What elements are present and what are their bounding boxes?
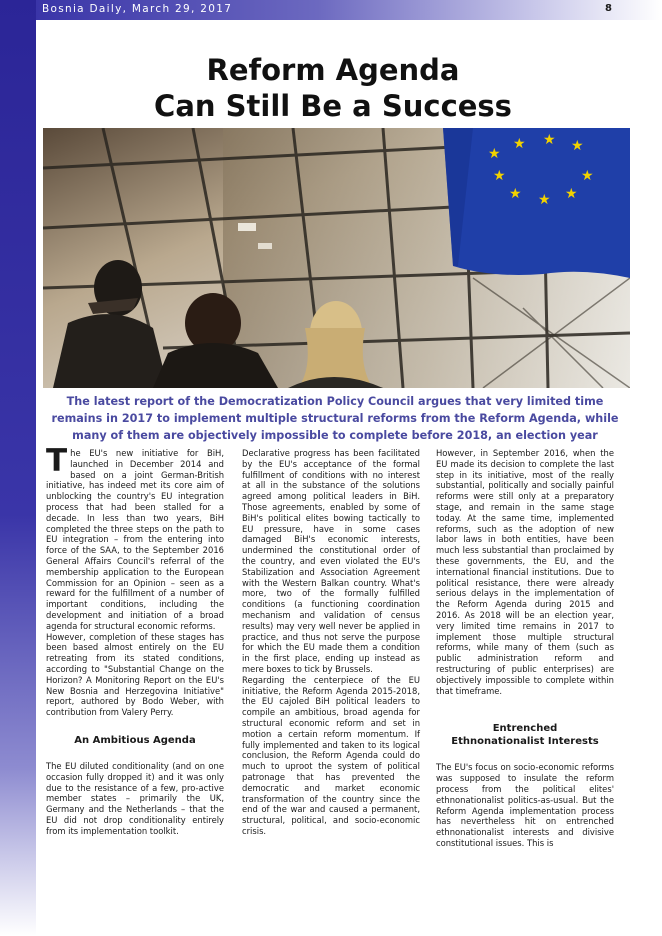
- article-column-3: [436, 448, 614, 849]
- headline-line-2: Can Still Be a Success: [154, 89, 512, 123]
- photo-caption: The latest report of the Democratization Policy Council argues that very limited time remains in 2017 to implement multiple structural reforms from the Reform Agenda, while many of them are objectively impossible to complete before 2018, an election year: [51, 395, 619, 442]
- article-photo: [43, 128, 630, 388]
- drop-cap: T: [46, 443, 68, 479]
- svg-text:★: ★: [571, 138, 584, 154]
- svg-text:★: ★: [488, 146, 501, 162]
- left-accent-bar: [0, 0, 36, 936]
- section-heading-line-1: Entrenched: [492, 723, 558, 735]
- article-paragraph: However, completion of these stages has been based almost entirely on the EU retreating from its stated conditions, according to "Substantial Change on the Horizon? A Monitoring Report on the EU's New Bosnia and Herzegovina Initiative" report, authored by Bodo Weber, with contribution from Valery Perry.: [46, 631, 224, 718]
- svg-text:★: ★: [538, 192, 551, 208]
- article-paragraph: The EU's focus on socio-economic reforms was supposed to insulate the reform process from the political elites' ethnonationalist politics-as-usual. But the Reform Agenda implementation process has nevertheless hit on entrenched ethnonationalist interests and divisive constitutional issues. This is: [436, 762, 614, 848]
- svg-text:★: ★: [493, 168, 506, 184]
- article-column-1: [46, 443, 224, 837]
- section-heading-line-2: Ethnonationalist Interests: [451, 736, 599, 748]
- section-heading: An Ambitious Agenda: [74, 734, 196, 746]
- article-column-2: [242, 448, 420, 837]
- svg-text:★: ★: [581, 168, 594, 184]
- article-paragraph: Declarative progress has been facilitated by the EU's acceptance of the formal fulfillment of conditions with no interest at all in the substance of the solutions agreed among political leaders in BiH. Those agreements, enabled by some of BiH's political elites bowing tactically to EU pressure, have in some cases damaged BiH's economic interests, undermined the constitutional order of the country, and even violated the EU's Stabilization and Association Agreement with the Western Balkan country. What's more, two of the formally fulfilled conditions (a functioning coordination mechanism and validation of census results) may very well never be applied in practice, and thus not serve the purpose for which the EU made them a condition in the first place, ending up instead as mere boxes to tick by Brussels.: [242, 448, 420, 674]
- section-heading: [436, 722, 614, 748]
- svg-text:★: ★: [565, 186, 578, 202]
- paragraph-text: he EU's new initiative for BiH, launched in December 2014 and based on a joint German-British initiative, has indeed met its core aim of unblocking the country's EU integration process that had been stalled for a decade. In less than two years, BiH completed the three steps on the path to EU integration – from the entering into force of the SAA, to the September 2016 General Affairs Council's referral of the membership application to the European Commission for an Opinion – seen as a reward for the fulfillment of a number of important conditions, including the development and initiation of a broad agenda for structural economic reforms.: [46, 448, 224, 631]
- article-paragraph: However, in September 2016, when the EU made its decision to complete the last step in its initiative, most of the really substantial, politically and socially painful reforms were still only at a preparatory stage, and remain in the same stage today. At the same time, implemented reforms, such as the adoption of new labor laws in both entities, have been much less substantial than proclaimed by these governments, the EU, and the international financial institutions. Due to political resistance, there were already serious delays in the implementation of the Reform Agenda during 2015 and 2016. As 2018 will be an election year, very limited time remains in 2017 to implement those multiple structural reforms, while many of them (such as public administration reform and restructuring of public enterprises) are objectively impossible to complete within that timeframe.: [436, 448, 614, 696]
- article-paragraph: The EU diluted conditionality (and on one occasion fully dropped it) and it was only due to the resistance of a few, pro-active member states – primarily the UK, Germany and the Netherlands – that the EU did not drop conditionality entirely from its implementation toolkit.: [46, 760, 224, 836]
- svg-text:★: ★: [543, 132, 556, 148]
- headline-line-1: Reform Agenda: [206, 53, 460, 87]
- article-paragraph: [46, 443, 224, 632]
- article-paragraph: Regarding the centerpiece of the EU initiative, the Reform Agenda 2015-2018, the EU cajoled BiH political leaders to compile an ambitious, broad agenda for structural economic reform and set in motion a certain reform momentum. If fully implemented and taken to its logical conclusion, the Reform Agenda could do much to uproot the system of political patronage that has prevented the democratic and market economic transformation of the country since the end of the war and caused a permanent, structural, political, and socio-economic crisis.: [242, 674, 420, 836]
- svg-text:★: ★: [513, 136, 526, 152]
- publication-line: Bosnia Daily, March 29, 2017: [42, 3, 233, 15]
- svg-text:★: ★: [509, 186, 522, 202]
- page-number: 8: [605, 3, 612, 14]
- eu-flag-icon: [443, 128, 630, 278]
